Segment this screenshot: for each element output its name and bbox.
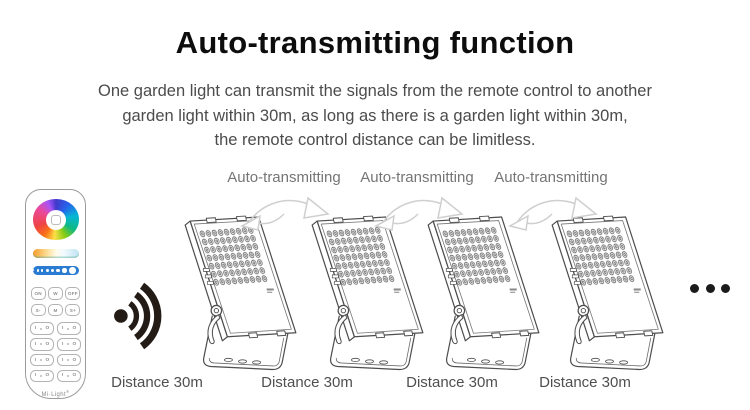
white-button: W	[48, 287, 63, 300]
zone-toggle-button-5: I O	[30, 354, 54, 367]
description-line-1: One garden light can transmit the signals from the remote control to another	[98, 82, 652, 100]
remote-control	[25, 189, 86, 399]
auto-transmitting-label-1: Auto-transmitting	[227, 169, 341, 186]
ellipsis-more-icon	[690, 284, 730, 293]
brightness-dot	[37, 269, 39, 271]
auto-transmitting-label-2: Auto-transmitting	[360, 169, 474, 186]
page-title: Auto-transmitting function	[175, 25, 575, 60]
zone-toggle-button-2: I O	[57, 322, 81, 335]
brightness-dot	[51, 269, 54, 272]
zone-toggle-button-1: I O	[30, 322, 54, 335]
on-button: ON	[31, 287, 46, 300]
off-button: OFF	[65, 287, 80, 300]
mode-button: M	[48, 304, 63, 317]
zone-toggle-button-8: I O	[57, 370, 81, 383]
brightness-dot	[62, 268, 66, 272]
brightness-dot	[41, 269, 44, 272]
transmit-arrow-icon-1	[238, 192, 332, 236]
color-wheel-center	[46, 210, 66, 230]
transmit-arrow-icon-3	[506, 192, 600, 236]
zone-toggle-button-4: I O	[57, 338, 81, 351]
transmit-arrow-icon-2	[372, 192, 466, 236]
brightness-knob	[69, 267, 76, 274]
brightness-dot	[56, 269, 60, 273]
distance-label-3: Distance 30m	[406, 374, 498, 391]
zone-toggle-button-6: I O	[57, 354, 81, 367]
mode-button-row	[31, 304, 81, 317]
brightness-dot	[46, 269, 49, 272]
color-wheel-glyph-icon	[51, 215, 61, 225]
description	[0, 79, 750, 153]
speed-plus-button: S+	[65, 304, 80, 317]
color-wheel	[33, 199, 79, 240]
zone-button-grid	[30, 322, 81, 382]
description-line-3: the remote control distance can be limitless.	[214, 131, 536, 149]
distance-label-4: Distance 30m	[539, 374, 631, 391]
color-temperature-slider	[33, 249, 79, 257]
description-line-2: garden light within 30m, as long as there is a garden light within 30m,	[122, 106, 628, 125]
brightness-slider	[33, 266, 79, 276]
zone-toggle-button-3: I O	[30, 338, 54, 351]
auto-transmitting-label-3: Auto-transmitting	[494, 169, 608, 186]
zone-toggle-button-7: I O	[30, 370, 54, 383]
distance-label-1: Distance 30m	[111, 374, 203, 391]
speed-minus-button: S-	[31, 304, 46, 317]
brand-label: Mi·Light®	[41, 389, 70, 398]
power-button-row	[31, 287, 81, 300]
distance-label-2: Distance 30m	[261, 374, 353, 391]
brightness-dot	[32, 269, 34, 271]
